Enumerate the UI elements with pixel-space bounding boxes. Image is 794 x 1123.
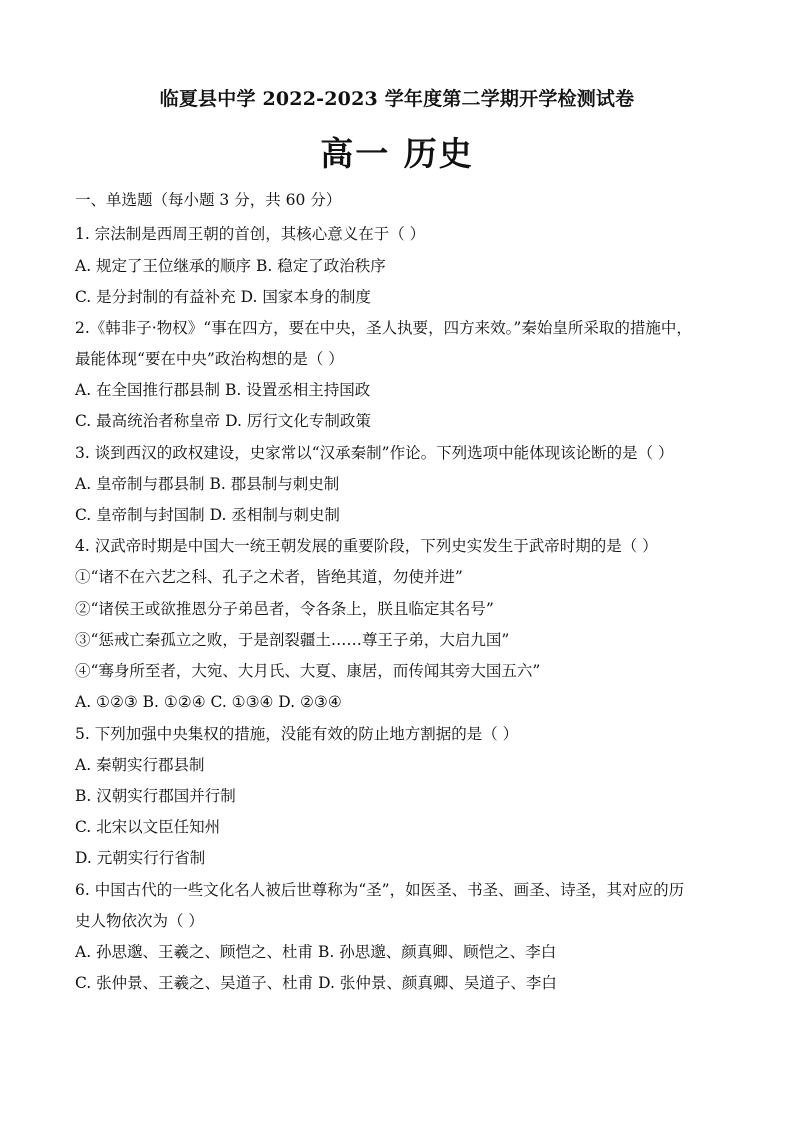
question-3-stem: 3. 谈到西汉的政权建设，史家常以“汉承秦制”作论。下列选项中能体现该论断的是（ ） xyxy=(75,444,674,462)
question-1-options-ab: A. 规定了王位继承的顺序 B. 稳定了政治秩序 xyxy=(75,257,386,275)
question-4-item-2: ②“诸侯王或欲推恩分子弟邑者，令各条上，朕且临定其名号” xyxy=(75,600,494,618)
question-6-stem-line2: 史人物依次为（ ） xyxy=(75,912,204,930)
question-3-options-cd: C. 皇帝制与封国制 D. 丞相制与刺史制 xyxy=(75,506,340,524)
question-6-stem-line1: 6. 中国古代的一些文化名人被后世尊称为“圣”，如医圣、书圣、画圣、诗圣，其对应的历 xyxy=(75,881,685,899)
question-4-item-3: ③“惩戒亡秦孤立之败，于是剖裂疆土……尊王子弟，大启九国” xyxy=(75,631,510,649)
question-6-options-ab: A. 孙思邈、王羲之、顾恺之、杜甫 B. 孙思邈、颜真卿、顾恺之、李白 xyxy=(75,943,557,961)
exam-title: 临夏县中学 2022-2023 学年度第二学期开学检测试卷 xyxy=(159,88,635,110)
question-2-stem-line1: 2.《韩非子·物权》“事在四方，要在中央，圣人执要，四方来效。”秦始皇所采取的措施中， xyxy=(75,319,692,337)
exam-subject: 高一 历史 xyxy=(320,134,474,173)
question-2-options-ab: A. 在全国推行郡县制 B. 设置丞相主持国政 xyxy=(75,381,371,399)
question-4-stem: 4. 汉武帝时期是中国大一统王朝发展的重要阶段，下列史实发生于武帝时期的是（ ） xyxy=(75,537,658,555)
section-heading: 一、单选题（每小题 3 分，共 60 分） xyxy=(75,191,342,209)
question-5-option-d: D. 元朝实行行省制 xyxy=(75,849,206,867)
question-5-option-b: B. 汉朝实行郡国并行制 xyxy=(75,787,236,805)
question-2-options-cd: C. 最高统治者称皇帝 D. 厉行文化专制政策 xyxy=(75,412,371,430)
question-5-stem: 5. 下列加强中央集权的措施，没能有效的防止地方割据的是（ ） xyxy=(75,725,519,743)
question-5-option-c: C. 北宋以文臣任知州 xyxy=(75,818,221,836)
question-4-options: A. ①②③ B. ①②④ C. ①③④ D. ②③④ xyxy=(75,693,342,711)
question-4-item-4: ④“骞身所至者，大宛、大月氏、大夏、康居，而传闻其旁大国五六” xyxy=(75,662,541,680)
question-1-stem: 1. 宗法制是西周王朝的首创，其核心意义在于（ ） xyxy=(75,225,426,243)
question-3-options-ab: A. 皇帝制与郡县制 B. 郡县制与刺史制 xyxy=(75,475,340,493)
question-5-option-a: A. 秦朝实行郡县制 xyxy=(75,756,205,774)
question-1-options-cd: C. 是分封制的有益补充 D. 国家本身的制度 xyxy=(75,288,371,306)
question-4-item-1: ①“诸不在六艺之科、孔子之术者，皆绝其道，勿使并进” xyxy=(75,568,463,586)
question-6-options-cd: C. 张仲景、王羲之、吴道子、杜甫 D. 张仲景、颜真卿、吴道子、李白 xyxy=(75,974,557,992)
question-2-stem-line2: 最能体现“要在中央”政治构想的是（ ） xyxy=(75,350,344,368)
